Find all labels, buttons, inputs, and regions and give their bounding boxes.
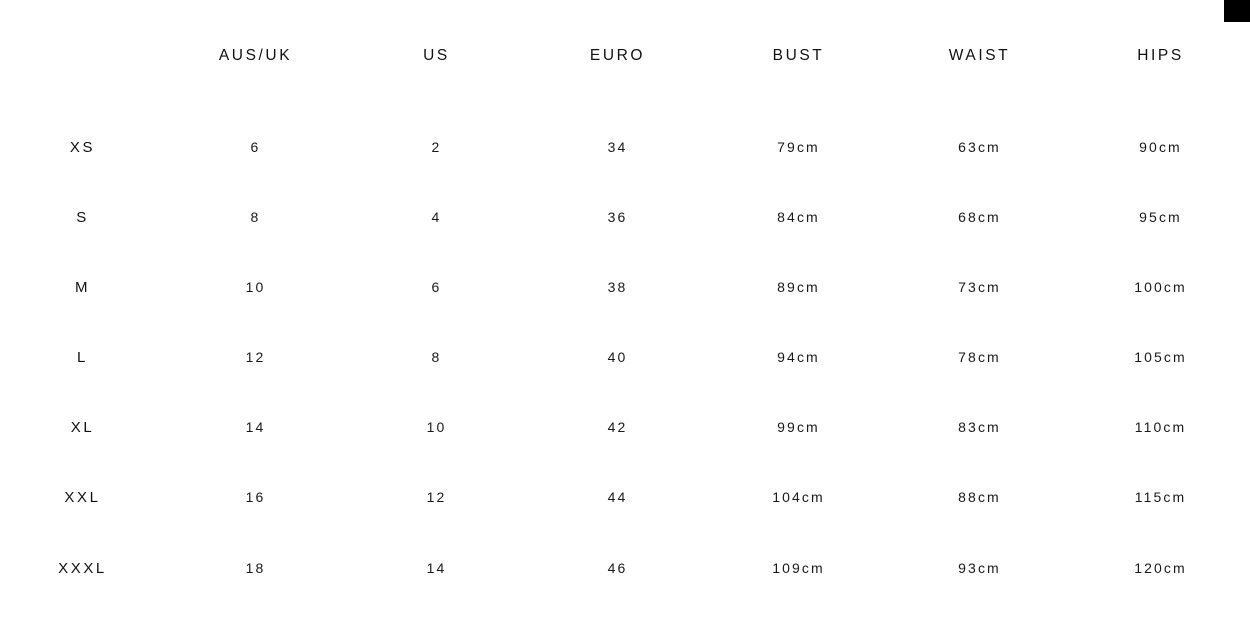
column-header-aus-uk: AUS/UK bbox=[218, 47, 293, 64]
cell-hips: 90cm bbox=[1139, 139, 1182, 155]
table-header bbox=[0, 0, 1250, 112]
cell-euro: 34 bbox=[607, 139, 628, 155]
column-header-euro: EURO bbox=[589, 47, 646, 64]
column-header-hips: HIPS bbox=[1137, 47, 1184, 64]
table-row bbox=[0, 112, 1250, 182]
cell-hips: 110cm bbox=[1134, 419, 1187, 435]
cell-bust: 84cm bbox=[777, 209, 820, 225]
cell-bust: 94cm bbox=[777, 349, 820, 365]
column-header-us: US bbox=[423, 47, 450, 64]
cell-euro: 42 bbox=[607, 419, 628, 435]
table-row bbox=[0, 392, 1250, 462]
cell-aus-uk: 12 bbox=[245, 349, 266, 365]
top-right-edge-sliver bbox=[1224, 0, 1250, 22]
cell-euro: 46 bbox=[607, 560, 628, 576]
cell-bust: 109cm bbox=[772, 560, 825, 576]
column-header-bust: BUST bbox=[772, 47, 825, 64]
cell-bust: 79cm bbox=[777, 139, 820, 155]
cell-waist: 63cm bbox=[958, 139, 1001, 155]
cell-waist: 68cm bbox=[958, 209, 1001, 225]
cell-euro: 40 bbox=[607, 349, 628, 365]
cell-us: 4 bbox=[431, 209, 442, 225]
cell-waist: 93cm bbox=[958, 560, 1001, 576]
cell-aus-uk: 10 bbox=[245, 279, 266, 295]
table-row bbox=[0, 322, 1250, 392]
row-size-label: S bbox=[76, 208, 89, 226]
cell-us: 10 bbox=[426, 419, 447, 435]
cell-waist: 88cm bbox=[958, 489, 1001, 505]
row-size-label: XL bbox=[70, 418, 95, 436]
table-row bbox=[0, 532, 1250, 604]
cell-us: 14 bbox=[426, 560, 447, 576]
cell-euro: 36 bbox=[607, 209, 628, 225]
cell-us: 12 bbox=[426, 489, 447, 505]
cell-aus-uk: 8 bbox=[250, 209, 261, 225]
table-row bbox=[0, 182, 1250, 252]
row-size-label: XXL bbox=[64, 488, 101, 506]
cell-euro: 38 bbox=[607, 279, 628, 295]
cell-waist: 83cm bbox=[958, 419, 1001, 435]
cell-waist: 78cm bbox=[958, 349, 1001, 365]
table-row bbox=[0, 252, 1250, 322]
cell-aus-uk: 18 bbox=[245, 560, 266, 576]
cell-aus-uk: 14 bbox=[245, 419, 266, 435]
table-body bbox=[0, 112, 1250, 604]
row-size-label: XXXL bbox=[58, 559, 107, 577]
cell-bust: 89cm bbox=[777, 279, 820, 295]
row-size-label: L bbox=[77, 348, 88, 366]
column-header-waist: WAIST bbox=[948, 47, 1011, 64]
cell-us: 6 bbox=[431, 279, 442, 295]
cell-aus-uk: 16 bbox=[245, 489, 266, 505]
cell-hips: 115cm bbox=[1134, 489, 1187, 505]
cell-hips: 100cm bbox=[1134, 279, 1187, 295]
cell-hips: 95cm bbox=[1139, 209, 1182, 225]
table-row bbox=[0, 462, 1250, 532]
cell-hips: 105cm bbox=[1134, 349, 1187, 365]
cell-waist: 73cm bbox=[958, 279, 1001, 295]
cell-aus-uk: 6 bbox=[250, 139, 261, 155]
header-row bbox=[0, 0, 1250, 112]
row-size-label: M bbox=[74, 278, 91, 296]
cell-hips: 120cm bbox=[1134, 560, 1187, 576]
column-header-size bbox=[0, 0, 165, 112]
row-size-label: XS bbox=[69, 138, 96, 156]
cell-us: 8 bbox=[431, 349, 442, 365]
cell-us: 2 bbox=[431, 139, 442, 155]
cell-bust: 99cm bbox=[777, 419, 820, 435]
cell-euro: 44 bbox=[607, 489, 628, 505]
cell-bust: 104cm bbox=[772, 489, 825, 505]
